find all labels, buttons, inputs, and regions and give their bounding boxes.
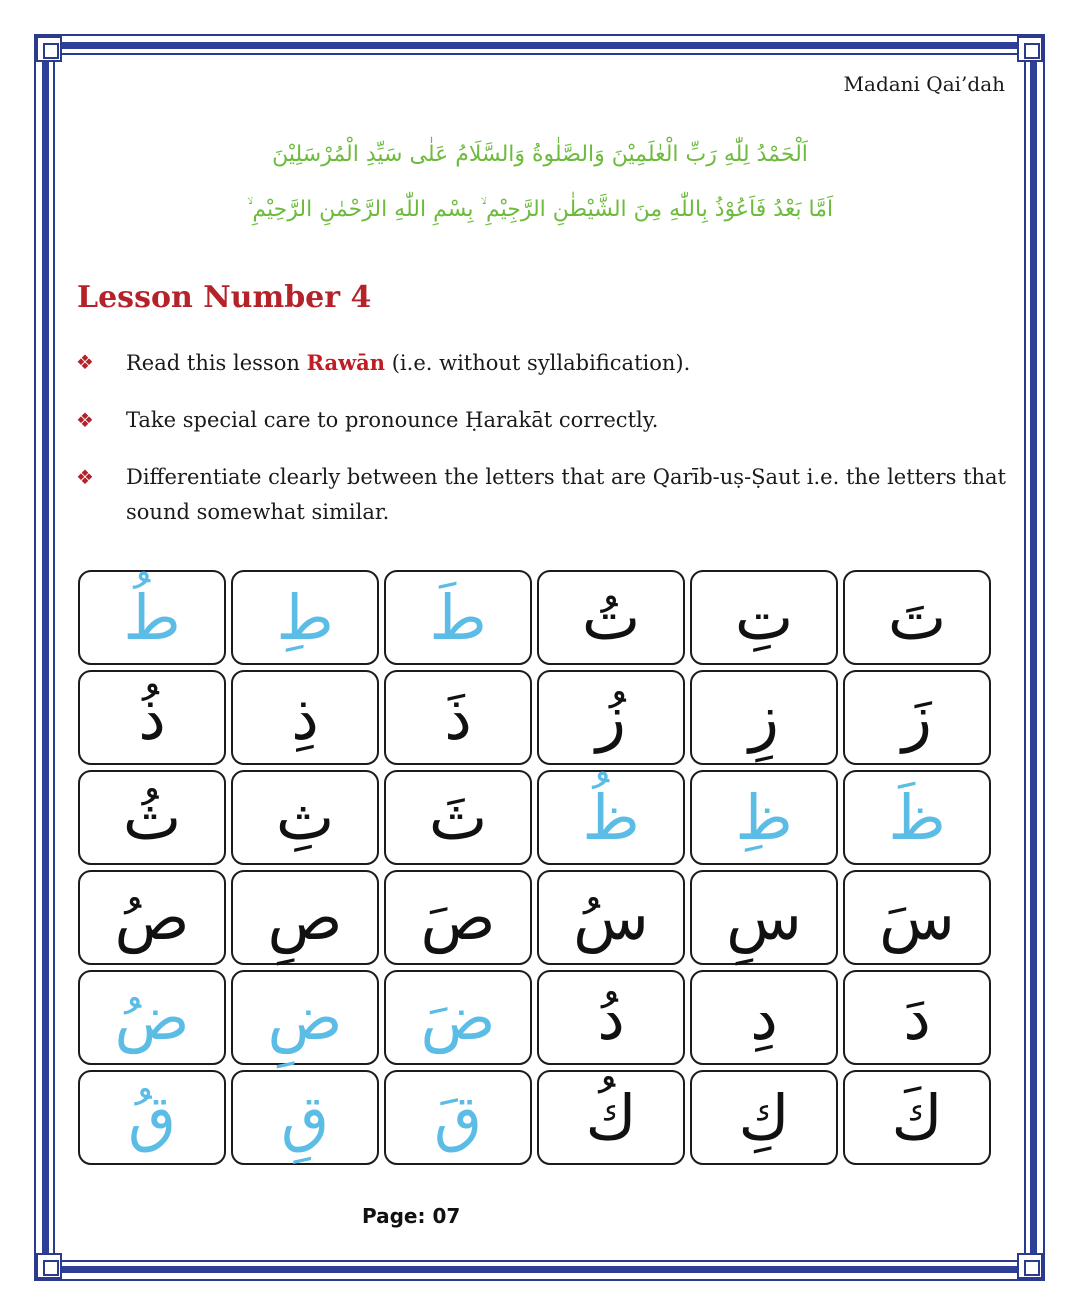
letter-cell: ضُ	[78, 970, 226, 1065]
letter-cell: سُ	[537, 870, 685, 965]
letter-cell: ذِ	[231, 670, 379, 765]
instruction-item	[76, 460, 1006, 530]
letter-cell: ظَ	[843, 770, 991, 865]
letter-cell: سَ	[843, 870, 991, 965]
letter-cell: دَ	[843, 970, 991, 1065]
letter-cell: تَ	[843, 570, 991, 665]
letter-cell: تِ	[690, 570, 838, 665]
letter-cell: كَ	[843, 1070, 991, 1165]
letter-cell: ثُ	[78, 770, 226, 865]
instruction-item	[76, 403, 1006, 438]
letter-cell: قُ	[78, 1070, 226, 1165]
letter-cell: كِ	[690, 1070, 838, 1165]
corner-ornament	[36, 1253, 62, 1279]
diamond-bullet-icon: ❖	[76, 350, 94, 374]
letter-cell: طِ	[231, 570, 379, 665]
instruction-item	[76, 345, 1006, 381]
letter-cell: قِ	[231, 1070, 379, 1165]
page-number: Page: 07	[362, 1204, 461, 1228]
letter-cell: تُ	[537, 570, 685, 665]
letter-cell: كُ	[537, 1070, 685, 1165]
letter-cell: سِ	[690, 870, 838, 965]
letter-cell: ثِ	[231, 770, 379, 865]
diamond-bullet-icon: ❖	[76, 465, 94, 489]
letter-cell: ثَ	[384, 770, 532, 865]
letter-cell: دُ	[537, 970, 685, 1065]
instruction-text: Read this lesson	[126, 351, 307, 375]
corner-ornament	[36, 36, 62, 62]
instruction-text: Take special care to pronounce Ḥarakāt correctly.	[126, 408, 659, 432]
letter-cell: ذَ	[384, 670, 532, 765]
letter-cell: ظِ	[690, 770, 838, 865]
letter-cell: صَ	[384, 870, 532, 965]
corner-ornament	[1017, 36, 1043, 62]
diamond-bullet-icon: ❖	[76, 408, 94, 432]
letter-cell: دِ	[690, 970, 838, 1065]
letter-grid	[78, 570, 991, 1165]
letter-cell: صِ	[231, 870, 379, 965]
instruction-list	[76, 345, 1006, 552]
letter-cell: طَ	[384, 570, 532, 665]
letter-cell: ظُ	[537, 770, 685, 865]
corner-ornament	[1017, 1253, 1043, 1279]
letter-cell: ضَ	[384, 970, 532, 1065]
letter-cell: ضِ	[231, 970, 379, 1065]
invocation-line-2: اَمَّا بَعْدُ فَاَعُوْذُ بِاللّٰهِ مِنَ الشَّيْطٰنِ الرَّجِيْمِ ۙ بِسْمِ اللّٰهِ الرَّحْمٰنِ الرَّحِيْمِ ۙ	[246, 197, 834, 222]
letter-cell: صُ	[78, 870, 226, 965]
invocation-line-1: اَلْحَمْدُ لِلّٰهِ رَبِّ الْعٰلَمِيْنَ وَالصَّلٰوةُ وَالسَّلَامُ عَلٰى سَيِّدِ الْمُرْسَلِيْنَ	[272, 142, 808, 167]
letter-cell: زَ	[843, 670, 991, 765]
book-title: Madani Qai’dah	[843, 72, 1005, 96]
letter-cell: ذُ	[78, 670, 226, 765]
rawan-highlight: Rawān	[306, 350, 386, 375]
letter-cell: قَ	[384, 1070, 532, 1165]
letter-cell: زُ	[537, 670, 685, 765]
letter-cell: زِ	[690, 670, 838, 765]
letter-cell: طُ	[78, 570, 226, 665]
lesson-title: Lesson Number 4	[77, 280, 372, 315]
instruction-text: (i.e. without syllabification).	[385, 351, 691, 375]
instruction-text: Differentiate clearly between the letters that are Qarīb-uṣ-Ṣaut i.e. the letters that sound somewhat similar.	[126, 465, 1006, 524]
